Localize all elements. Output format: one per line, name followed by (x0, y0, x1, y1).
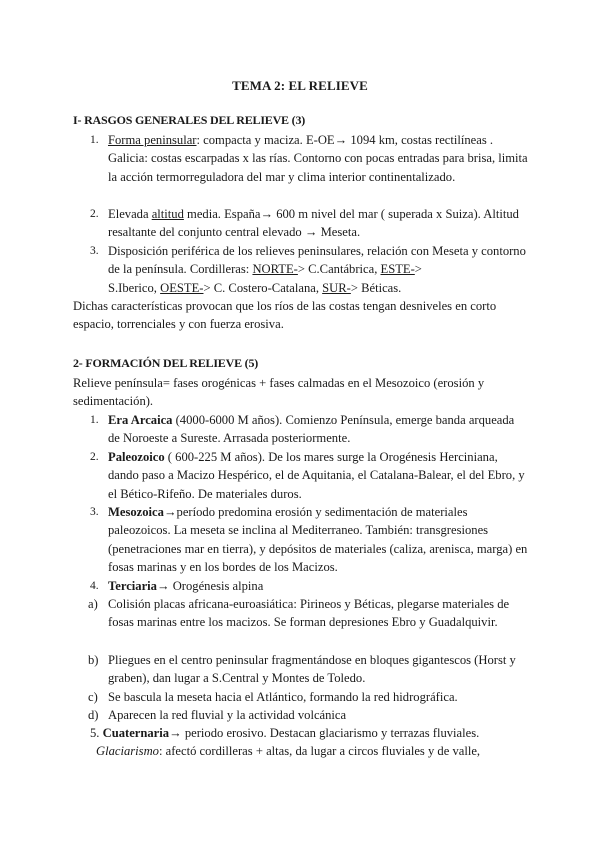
item-text: ( 600-225 M años). De los mares surge la Orogénesis Herciniana, dando paso a Macizo Hespérico, el de Aquitania, el Catalana-Balear, el del Ebro, y el Bético-Rifeño. De materiales duros. (108, 450, 525, 501)
list-item-terciaria (108, 577, 528, 595)
term: ESTE- (380, 262, 415, 277)
list-number: 3. (90, 506, 99, 518)
item-text: media. España→ 600 m nivel del mar ( superada x Suiza). Altitud resaltante del conjunto central elevado → Meseta. (108, 207, 519, 240)
sub-letter: a) (88, 597, 98, 611)
list-number: 1. (90, 414, 99, 426)
sub-item-a: Colisión placas africana-euroasiática: Pirineos y Béticas, plegarse materiales de fosas marinas entre los macizos. Se forman depresiones Ebro y Guadalquivir. (108, 597, 510, 630)
term: Era Arcaica (108, 413, 173, 427)
list-number: 3. (90, 245, 99, 257)
item-text: > (414, 262, 422, 277)
term: NORTE- (252, 262, 298, 277)
item-text: > C. Costero-Catalana, (203, 281, 323, 295)
sub-letter: c) (88, 690, 98, 704)
item-text: → Orogénesis alpina (156, 579, 264, 593)
closing-paragraph: Dichas características provocan que los ríos de las costas tengan desniveles en corto espacio, torrenciales y con fuerza erosiva. (73, 299, 497, 332)
term: OESTE- (160, 281, 204, 295)
term: Mesozoica (108, 505, 164, 519)
list-number: 2. (90, 208, 99, 220)
list-item-forma (108, 131, 528, 186)
list-number: 4. (90, 580, 99, 592)
list-number: 1. (90, 134, 99, 146)
term: Forma peninsular (108, 133, 197, 147)
sub-letter: d) (88, 708, 99, 722)
list-item-disposicion (108, 242, 528, 279)
item-text: > C.Cantábrica, (297, 262, 381, 277)
list-item-altitud (108, 205, 528, 242)
list-item-arcaica (108, 411, 528, 448)
list-item-disposicion-line2 (108, 279, 401, 297)
term: SUR- (322, 281, 351, 295)
term: Glaciarismo (96, 744, 159, 758)
term: Cuaternaria (102, 726, 170, 740)
page-title: TEMA 2: EL RELIEVE (232, 78, 368, 93)
list-item-mesozoica (108, 503, 528, 577)
glaciarismo-line (96, 742, 480, 760)
term: altitud (151, 207, 184, 221)
term: Paleozoico (108, 450, 165, 464)
item-text: : afectó cordilleras + altas, da lugar a circos fluviales y de valle, (158, 744, 481, 758)
section-heading-1: I- RASGOS GENERALES DEL RELIEVE (3) (73, 113, 306, 127)
item-text: Elevada (108, 207, 152, 221)
item-text: > Béticas. (350, 281, 402, 295)
item-text: S.Iberico, (108, 281, 161, 295)
list-item-cuaternaria (90, 724, 479, 742)
item-text: : compacta y maciza. E-OE→ 1094 km, costas rectilíneas . Galicia: costas escarpadas x las rías. Contorno con pocas entradas para brisa, limita la acción termorreguladora del mar y clima interior continentalizado. (108, 133, 528, 184)
sub-item-d: Aparecen la red fluvial y la actividad volcánica (108, 708, 347, 722)
intro-paragraph: Relieve península= fases orogénicas + fases calmadas en el Mesozoico (erosión y sedimentación). (73, 376, 485, 409)
sub-letter: b) (88, 653, 99, 667)
sub-item-b: Pliegues en el centro peninsular fragmentándose en bloques gigantescos (Horst y graben), dan lugar a S.Central y Montes de Toledo. (108, 653, 516, 686)
term: Terciaria (108, 579, 157, 593)
list-item-paleozoico (108, 448, 528, 503)
item-text: Disposición periférica de los relieves peninsulares, relación con Meseta y contorno de la península. Cordilleras: (108, 244, 526, 277)
list-number: 2. (90, 451, 99, 463)
section-heading-2: 2- FORMACIÓN DEL RELIEVE (5) (73, 356, 259, 370)
item-text: → periodo erosivo. Destacan glaciarismo y terrazas fluviales. (169, 726, 480, 740)
sub-item-c: Se bascula la meseta hacia el Atlántico, formando la red hidrográfica. (108, 690, 458, 704)
list-number: 5. (90, 726, 100, 740)
item-text: →período predomina erosión y sedimentación de materiales paleozoicos. La meseta se inclina al Mediterraneo. También: transgresiones (penetraciones mar en tierra), y depósitos de materiales (caliza, arenisca, marga) en fosas marinas y en los bordes de los Macizos. (108, 505, 528, 575)
item-text: (4000-6000 M años). Comienzo Península, emerge banda arqueada de Noroeste a Sureste. Arrasada posteriormente. (108, 413, 515, 446)
